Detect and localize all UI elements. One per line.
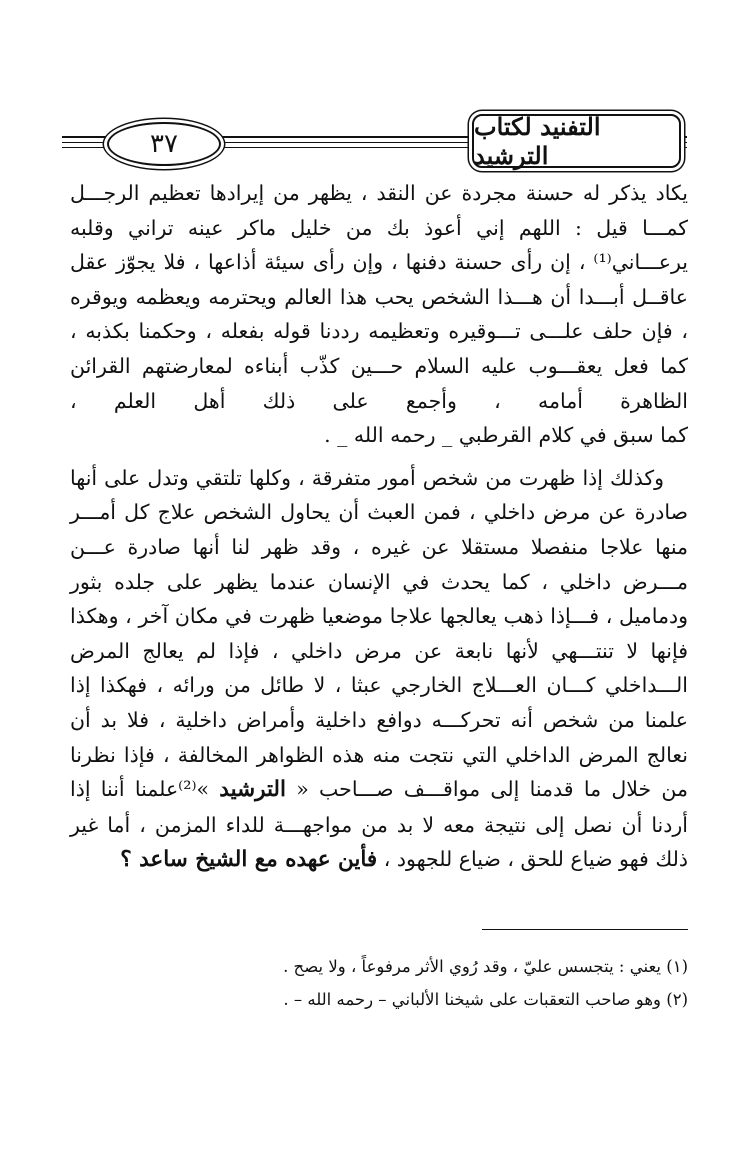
paragraph xyxy=(70,176,688,418)
paragraph-text: كما سبق في كلام القرطبي _ رحمه الله _ . xyxy=(324,423,688,448)
page-number: ٣٧ xyxy=(107,122,221,166)
footnote: (١) يعني : يتجسس عليّ ، وقد رُوي الأثر مرفوعاً ، ولا يصح . xyxy=(283,957,688,976)
emphasized-question: فأين عهده مع الشيخ ساعد ؟ xyxy=(120,847,378,873)
quote-mark: » xyxy=(196,777,220,802)
paragraph-text: علمنا أننا إذا أردنا أن نصل إلى نتيجة معه لا بد من مواجهـــة للداء المزمن ، أما غير ذلك فهو ضياع للحق ، ضياع للجهود ، xyxy=(70,777,688,872)
main-text xyxy=(70,176,688,878)
paragraph xyxy=(70,461,688,878)
footnote-ref: ⁽²⁾ xyxy=(178,777,197,802)
footnote-separator xyxy=(482,929,688,930)
paragraph-text: وكذلك إذا ظهرت من شخص أمور متفرقة ، وكلها تلتقي وتدل على أنها صادرة عن مرض داخلي ، فمن العبث أن يحاول الشخص علاج كل أمـــر منها علاجا منفصلا مستقلا عن غيره ، وقد ظهر لنا أنها صادرة عـــن مـــرض داخلي ، كما يحدث في الإنسان عندما يظهر على جلده بثور ودماميل ، فـــإذا ذهب يعالجها علاجا موضعيا ظهرت في مكان آخر ، وهكذا فإنها لا تنتـــهي لأنها نابعة عن مرض داخلي ، فإذا لم يعالج المرض الـــداخلي كـــان العـــلاج الخارجي عبثا ، لا طائل من ورائه ، فهكذا إذا علمنا من شخص أنه تحركـــه دوافع داخلية وأمراض داخلية ، فلا بد أن نعالج المرض الداخلي التي نتجت منه هذه الظواهر المخالفة ، فإذا نظرنا من خلال ما قدمنا إلى مواقـــف صـــاحب xyxy=(70,465,688,802)
footnotes xyxy=(230,950,688,1016)
page-header xyxy=(62,112,687,170)
paragraph-text: يكاد يذكر له حسنة مجردة عن النقد ، يظهر من إيرادها تعظيم الرجـــل كمـــا قيل : اللهم إني أعوذ بك من خليل ماكر عينه تراني وقلبه يرعـــاني⁽¹⁾ ، إن رأى حسنة دفنها ، وإن رأى سيئة أذاعها ، فلا يجوّز عقل عاقــل أبـــدا أن هـــذا الشخص يحب هذا العالم ويحترمه ويعظمه ويوقره ، فإن حلف علـــى تـــوقيره وتعظيمه رددنا قوله بفعله ، وحكمنا بكذبه ، كما فعل يعقـــوب عليه السلام حـــين كذّب أبناءه لمعارضتهم القرائن الظاهرة أمامه ، وأجمع على ذلك أهل العلم ، xyxy=(70,181,688,413)
book-name: الترشيد xyxy=(219,777,286,803)
footnote: (٢) وهو صاحب التعقبات على شيخنا الألباني – رحمه الله – . xyxy=(283,990,688,1009)
paragraph-last-line xyxy=(70,418,688,453)
running-title: التفنيد لكتاب الترشيد xyxy=(472,114,681,168)
quote-mark: « xyxy=(285,777,309,802)
